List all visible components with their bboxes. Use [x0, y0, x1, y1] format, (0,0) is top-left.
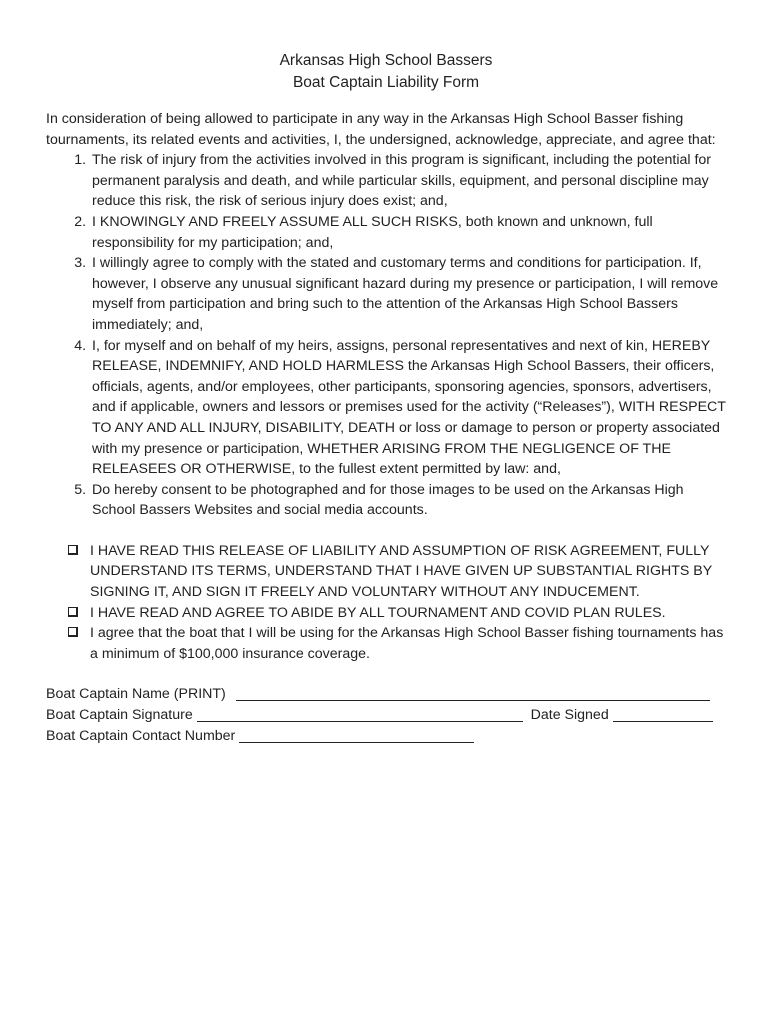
acknowledgement-text: I HAVE READ THIS RELEASE OF LIABILITY AND ASSUMPTION OF RISK AGREEMENT, FULLY UNDERSTAND ITS TERMS, UNDERSTAND THAT I HAVE GIVEN UP SUBSTANTIAL RIGHTS BY SIGNING IT, AND SIGN IT FREELY AND VOLUNTARY WITHOUT ANY INDUCEMENT.: [90, 542, 712, 601]
acknowledgement-list: [46, 541, 726, 665]
acknowledgement-text: I agree that the boat that I will be using for the Arkansas High School Basser fishing tournaments has a minimum of $100,000 insurance coverage.: [90, 625, 724, 662]
term-item: 5. Do hereby consent to be photographed and for those images to be used on the Arkansas High School Bassers Websites and social media accounts.: [90, 480, 726, 521]
term-item: 4. I, for myself and on behalf of my heirs, assigns, personal representatives and next of kin, HEREBY RELEASE, INDEMNIFY, AND HOLD HARMLESS the Arkansas High School Bassers, their officers, officials, agents, and/or employees, other participants, sponsoring agencies, sponsors, advertisers, and if applicable, owners and lessors or premises used for the activity (“Releases”), WITH RESPECT TO ANY AND ALL INJURY, DISABILITY, DEATH or loss or damage to person or property associated with my presence or participation, WHETHER ARISING FROM THE NEGLIGENCE OF THE RELEASEES OR OTHERWISE, to the fullest extent permitted by law: and,: [90, 336, 726, 480]
captain-signature-label: Boat Captain Signature: [46, 707, 193, 724]
captain-name-field[interactable]: [236, 684, 710, 701]
contact-number-row: [46, 726, 726, 747]
date-signed-label: Date Signed: [530, 707, 609, 724]
acknowledgement-item: [90, 623, 726, 664]
form-title-name: Boat Captain Liability Form: [292, 74, 480, 91]
term-item: 3. I willingly agree to comply with the stated and customary terms and conditions for participation. If, however, I observe any unusual significant hazard during my presence or participation, I will remove myself from participation and bring such to the attention of the Arkansas High School Bassers immediately; and,: [90, 253, 726, 335]
acknowledgement-text: I HAVE READ AND AGREE TO ABIDE BY ALL TOURNAMENT AND COVID PLAN RULES.: [90, 604, 666, 621]
contact-number-field[interactable]: [239, 726, 474, 743]
form-title-org: Arkansas High School Bassers: [279, 52, 493, 69]
terms-list: [46, 150, 726, 521]
captain-name-row: [46, 684, 726, 705]
contact-number-label: Boat Captain Contact Number: [46, 727, 236, 744]
term-item: 1. The risk of injury from the activities involved in this program is significant, including the potential for permanent paralysis and death, and while particular skills, equipment, and personal discipline may reduce this risk, the risk of serious injury does exist; and,: [90, 150, 726, 212]
captain-signature-field[interactable]: [197, 705, 523, 722]
form-title: [46, 50, 726, 94]
term-item: 2. I KNOWINGLY AND FREELY ASSUME ALL SUCH RISKS, both known and unknown, full responsibility for my participation; and,: [90, 212, 726, 253]
checkbox-icon[interactable]: [68, 627, 78, 637]
captain-signature-row: [46, 705, 726, 726]
captain-name-label: Boat Captain Name (PRINT): [46, 686, 226, 703]
acknowledgement-item: [90, 541, 726, 603]
acknowledgement-item: [90, 603, 726, 624]
checkbox-icon[interactable]: [68, 545, 78, 555]
signature-fields: [46, 684, 726, 746]
date-signed-field[interactable]: [613, 705, 713, 722]
checkbox-icon[interactable]: [68, 607, 78, 617]
intro-paragraph: In consideration of being allowed to participate in any way in the Arkansas High School Basser fishing tournaments, its related events and activities, I, the undersigned, acknowledge, appreciate, and agree that:: [46, 111, 716, 148]
